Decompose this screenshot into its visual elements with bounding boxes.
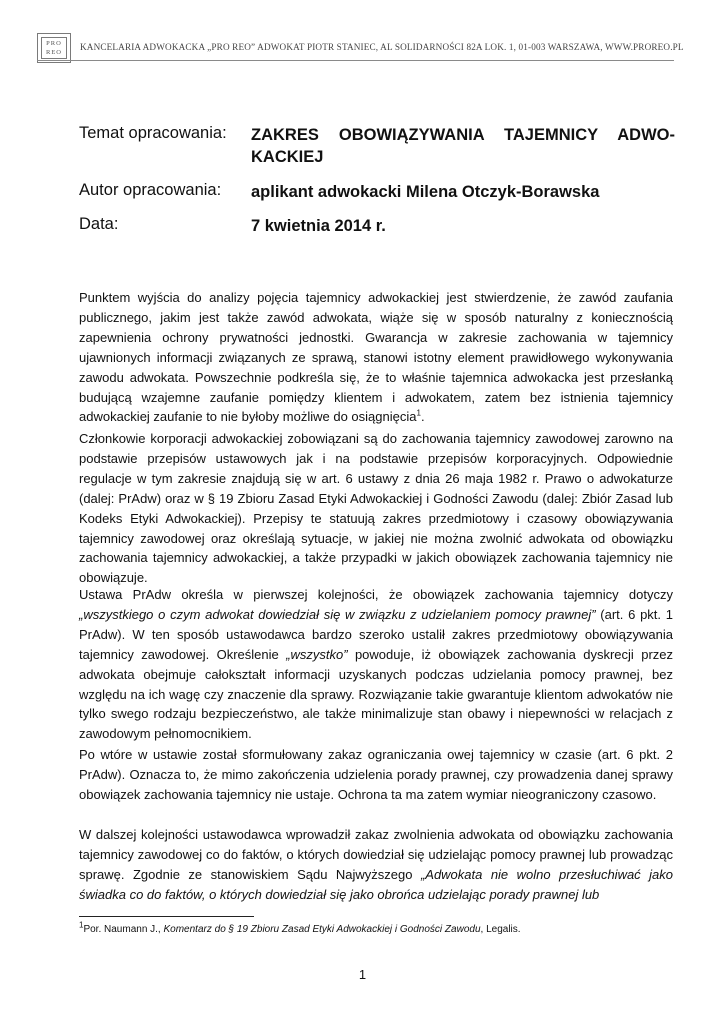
- paragraph-3: [79, 585, 673, 744]
- paragraph-3-text-a: Ustawa PrAdw określa w pierwszej kolejności, że obowiązek zachowania tajemnicy dotyczy: [79, 587, 673, 602]
- statute-quote: „wszystkiego o czym adwokat dowiedział się w związku z udzielaniem pomocy prawnej”: [79, 606, 596, 622]
- paragraph-4: [79, 745, 673, 805]
- law-firm-logo: [37, 33, 71, 63]
- footnote-text-a: Por. Naumann J.,: [83, 924, 164, 935]
- paragraph-2: [79, 429, 673, 588]
- footnote-title: Komentarz do § 19 Zbioru Zasad Etyki Adwokackiej i Godności Zawodu: [163, 924, 481, 935]
- footnote-1: [79, 920, 673, 935]
- paragraph-2-text: Członkowie korporacji adwokackiej zobowiązani są do zachowania tajemnicy zawodowej zarowno na podstawie przepisów ustawowych jak i na podstawie przepisów korporacyjnych. Odpowiednie regulacje w tym zakresie znajdują się w art. 6 ustawy z dnia 26 maja 1982 r. Prawo o adwokaturze (dalej: PrAdw) oraz w § 19 Zbioru Zasad Etyki Adwokackiej i Godności Zawodu (dalej: Zbiór Zasad lub Kodeks Etyki Adwokackiej). Przepisy te statuują zakres przedmiotowy i czasowy obowiązywania tajemnicy zawodowej oraz określają sytuacje, w jakiej nie można zwolnić adwokata od obowiązku zachowania tajemnicy adwokackiej, a także przypadki w jakich obowiązek zachowania tajemnicy nie obowiązuje.: [79, 431, 673, 586]
- date-label: Data:: [79, 215, 119, 233]
- author-value: aplikant adwokacki Milena Otczyk-Borawska: [251, 183, 600, 201]
- supreme-court-quote: „Adwokata nie wolno przesłuchiwać jako świadka co do faktów, o których dowiedział się jako obrońca udzielając porady prawnej lub: [79, 866, 673, 902]
- author-label: Autor opracowania:: [79, 181, 222, 199]
- topic-value: ZAKRES OBOWIĄZYWANIA TAJEMNICY ADWO-KACKIEJ: [251, 126, 675, 166]
- emphasized-word: „wszystko”: [286, 646, 348, 662]
- paragraph-3-text-b: (art. 6 pkt. 1 PrAdw). W ten sposób ustawodawca bardzo szeroko ustalił zakres przedmiotowy obowiązywania tajemnicy zawodowej. Określenie: [79, 606, 673, 662]
- date-value: 7 kwietnia 2014 r.: [251, 217, 386, 235]
- footnote-ref-1: 1: [416, 409, 421, 419]
- header-divider: [37, 60, 674, 61]
- footnote-separator: [79, 916, 254, 917]
- paragraph-1: [79, 288, 673, 427]
- paragraph-5: [79, 825, 673, 905]
- topic-label: Temat opracowania:: [79, 124, 227, 142]
- logo-inner-frame: [41, 37, 67, 59]
- logo-line-2: REO: [46, 49, 62, 56]
- paragraph-3-text-c: powoduje, iż obowiązek zachowania dyskrecji przez adwokata obejmuje całokształt informacji uzyskanych podczas udzielania pomocy prawnej, bez względu na ich wagę czy znaczenie dla sprawy. Rozwiązanie takie gwarantuje klientom adwokatów nie tylko swego rodzaju bezpieczeństwo, ale także minimalizuje stan obawy i niepewności w relacjach z zawodowym pełnomocnikiem.: [79, 646, 673, 742]
- paragraph-1-text: Punktem wyjścia do analizy pojęcia tajemnicy adwokackiej jest stwierdzenie, że zawód zaufania publicznego, jakim jest także zawód adwokata, wiąże się w sposób naturalny z koniecznością zapewnienia ochrony prywatności jednostki. Gwarancja w zakresie zachowania w tajemnicy ujawnionych informacji związanych ze sprawą, stanowi istotny element prawidłowego wykonywania zawodu adwokata. Powszechnie podkreśla się, że to właśnie tajemnica adwokacka jest przesłanką budującą wzajemne zaufanie pomiędzy klientem i adwokatem, zatem bez istnienia tajemnicy adwokackiej zaufanie to nie byłoby możliwe do osiągnięcia: [79, 290, 673, 425]
- page-number: 1: [358, 967, 367, 982]
- paragraph-5-text: W dalszej kolejności ustawodawca wprowadził zakaz zwolnienia adwokata od obowiązku zachowania tajemnicy zawodowej co do faktów, o których dowiedział się udzielając pomocy prawnej lub prowadząc sprawę. Zgodnie ze stanowiskiem Sądu Najwyższego: [79, 827, 673, 882]
- logo-line-1: PRO: [46, 40, 62, 47]
- paragraph-1-end: .: [420, 409, 425, 425]
- paragraph-4-text: Po wtóre w ustawie został sformułowany zakaz ograniczania owej tajemnicy w czasie (art. 6 pkt. 2 PrAdw). Oznacza to, że mimo zakończenia udzielenia porady prawnej, czy prowadzenia danej sprawy obowiązek zachowania tajemnicy nie ustaje. Ochrona ta ma zatem wymiar nieograniczony czasowo.: [79, 747, 673, 802]
- letterhead-text: KANCELARIA ADWOKACKA „PRO REO” ADWOKAT PIOTR STANIEC, AL SOLIDARNOŚCI 82A LOK. 1, 01-003 WARSZAWA, WWW.PROREO.PL: [80, 42, 684, 52]
- footnote-text-b: , Legalis.: [480, 924, 521, 935]
- footnote-number: 1: [79, 920, 84, 930]
